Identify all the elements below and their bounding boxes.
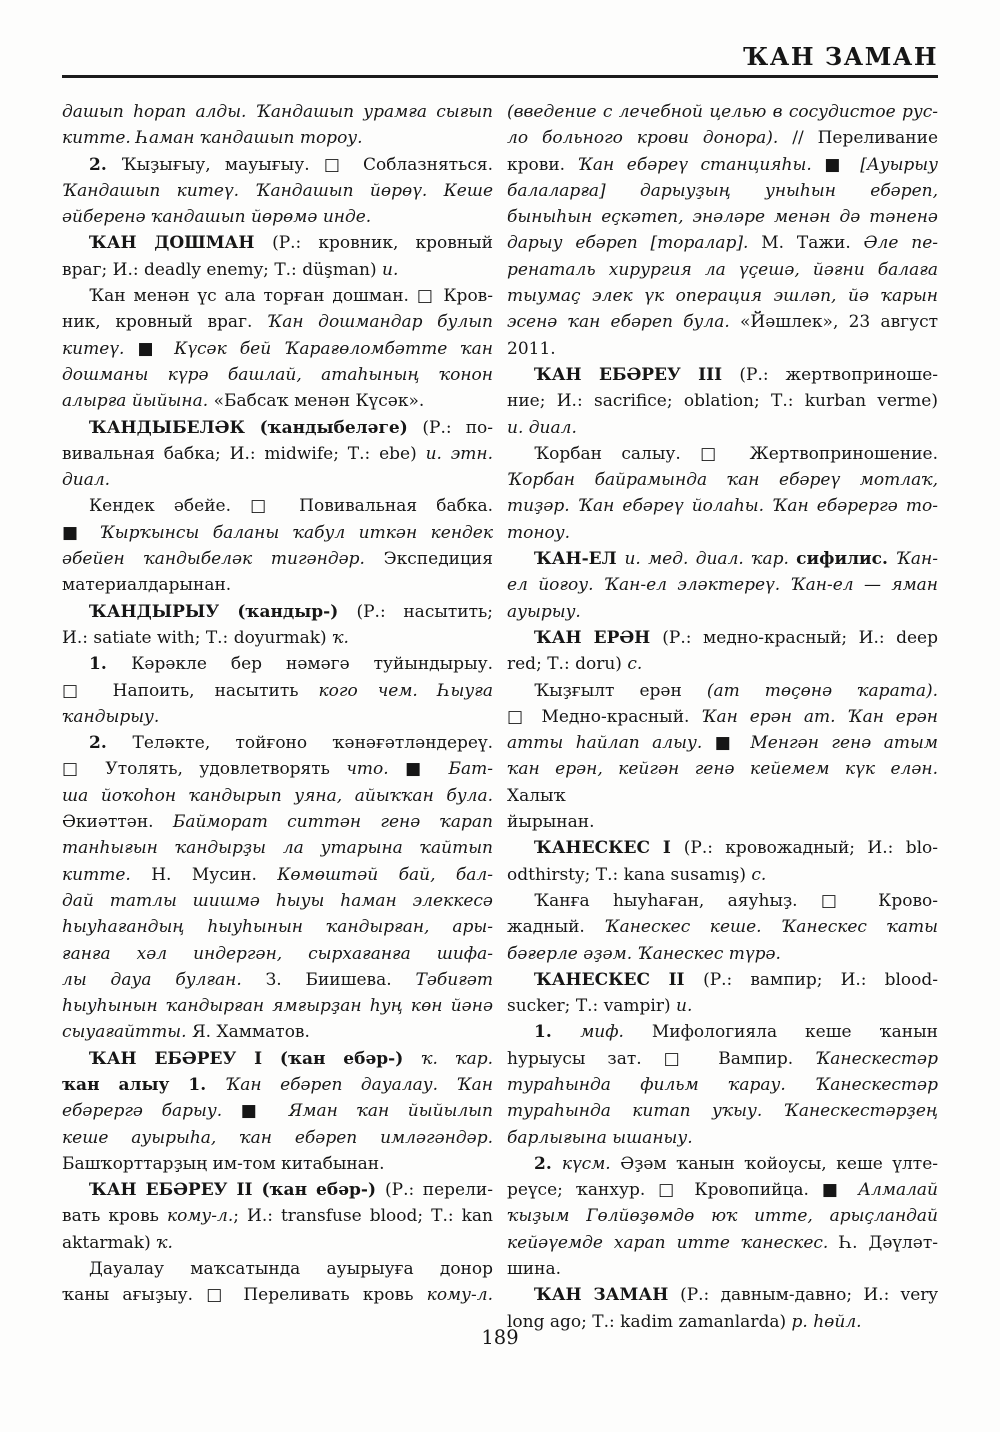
text-line <box>507 1046 938 1072</box>
text-run: □ Утолять, удовлетворять <box>62 759 347 780</box>
text-line <box>507 967 938 993</box>
text-run: □ Напоить, насытить <box>62 680 319 701</box>
text-line <box>62 914 493 940</box>
text-run: ҠАН-ЕЛ <box>534 549 625 570</box>
text-run: «Бабсаҡ менән Күсәк». <box>213 391 425 412</box>
text-run: Ҡыҙығыу, мауығыу. □ Соблазняться. <box>121 154 493 175</box>
text-line <box>62 467 493 493</box>
text-run: ҠАНЕСКЕС II <box>534 969 704 990</box>
text-line <box>62 756 493 782</box>
text-line <box>62 1098 493 1124</box>
text-run: ҠАНДЫБЕЛӘК (ҡандыбеләге) <box>89 417 423 438</box>
text-run: □ Медно-красный. <box>507 706 702 727</box>
text-line <box>62 441 493 467</box>
text-line <box>62 888 493 914</box>
text-line <box>507 599 938 625</box>
text-run: Ҡан ерән ат. Ҡан ерән <box>701 706 938 727</box>
text-line <box>62 599 493 625</box>
text-line <box>62 415 493 441</box>
column-right <box>507 99 938 1335</box>
text-run: тыумаҫ элек үк операция эшләп, йә ҡарын <box>507 286 938 307</box>
text-run: (Р.: по- <box>422 417 494 438</box>
text-run: Ҡан ебәреү станцияһы. <box>577 154 825 175</box>
text-line <box>62 1177 493 1203</box>
text-run: ҡ. ҡар. <box>421 1048 493 1069</box>
text-line <box>62 493 493 519</box>
text-run: дай татлы шишмә һыуы һаман элеккесә <box>62 890 493 911</box>
text-run: ебәрергә барыу. <box>62 1101 241 1122</box>
text-run: (Р.: перели- <box>385 1180 493 1201</box>
text-line <box>507 415 938 441</box>
text-run: sucker; Т.: vampir) <box>507 996 677 1017</box>
text-run: Бат- <box>448 759 493 780</box>
text-line <box>62 204 493 230</box>
text-run: барлығына ышаныу. <box>507 1127 693 1148</box>
text-line <box>507 283 938 309</box>
text-run: ауырыу. <box>507 601 581 622</box>
text-line <box>507 441 938 467</box>
text-line <box>62 1125 493 1151</box>
text-run: З. Биишева. <box>265 969 416 990</box>
text-run: тиҙәр. Ҡан ебәреү йолаһы. Ҡан ебәрергә то- <box>507 496 938 517</box>
column-left <box>62 99 493 1335</box>
text-line <box>507 993 938 1019</box>
text-run: (ат төҫөнә ҡарата). <box>706 680 938 701</box>
text-run: ■ <box>405 759 449 780</box>
text-run: ло больного крови донора). <box>507 128 793 149</box>
text-run: тураһында китап уҡыу. Ҡанескестәрҙең <box>507 1101 938 1122</box>
text-line <box>62 730 493 756</box>
text-run: ник, кровный враг. <box>62 312 268 333</box>
text-line <box>62 1256 493 1282</box>
text-run: // Переливание <box>792 128 938 149</box>
text-run: и. диал. <box>507 417 577 438</box>
text-line <box>62 1019 493 1045</box>
text-run: И.: satiate with; Т.: doyurmak) <box>62 627 333 648</box>
text-line <box>507 520 938 546</box>
text-run: Дауалау маҡсатында ауырыуға донор <box>89 1259 493 1280</box>
text-run: ҡаны ағыҙыу. □ Переливать кровь <box>62 1285 427 1306</box>
text-run: Ҡан дошмандар булып <box>267 312 494 333</box>
text-run: ренаталь хирургия ла үҫешә, йәғни балаға <box>507 259 938 280</box>
text-line <box>62 809 493 835</box>
text-run: Ҡанескестәр <box>815 1048 938 1069</box>
text-run: һыуһынын ҡандырған ямғырҙан һуң көн йәнә <box>62 996 493 1017</box>
text-run: Ҡан- <box>895 549 938 570</box>
text-run: (введение с лечебной целью в сосудистое рус- <box>507 102 938 122</box>
text-line <box>62 1203 493 1229</box>
text-run: материалдарынан. <box>62 575 232 596</box>
text-run: диал. <box>62 470 111 491</box>
text-line <box>507 1125 938 1151</box>
text-line <box>62 546 493 572</box>
text-run: (Р.: кровожадный; И.: blo- <box>683 838 938 859</box>
text-run: жадный. <box>507 917 605 938</box>
text-run: (Р.: давным-давно; И.: very <box>680 1285 939 1306</box>
text-line <box>62 1072 493 1098</box>
text-run: ҡан ерән, кейгән генә кейемем күк елән. <box>507 759 938 780</box>
text-line <box>62 993 493 1019</box>
text-run: с. <box>627 654 643 675</box>
text-run: ҠАН ЕРӘН <box>534 627 663 648</box>
text-run: ҠАН ЕБӘРЕУ I (ҡан ебәр-) <box>89 1048 422 1069</box>
text-run: ҠАН ЗАМАН <box>534 1285 681 1306</box>
text-run: Әкиәттән. <box>62 812 173 833</box>
text-run: Әле пе- <box>863 233 938 254</box>
text-run: Ҡандашып китеү. Ҡандашып йөрөү. Кеше <box>62 180 493 201</box>
text-run: и. этн. <box>425 443 493 464</box>
text-line <box>62 967 493 993</box>
text-run: вать кровь <box>62 1206 167 1227</box>
text-line <box>62 178 493 204</box>
text-run: Я. Хамматов. <box>191 1022 310 1043</box>
text-line <box>62 152 493 178</box>
text-run: кому-л. <box>426 1285 493 1306</box>
text-line <box>507 888 938 914</box>
text-line <box>62 1151 493 1177</box>
text-run: дашып һорап алды. Ҡандашып урамға сығып <box>62 102 493 122</box>
text-run: Яман ҡан йыйылып <box>288 1101 493 1122</box>
text-run: шина. <box>507 1259 562 1280</box>
text-run: Ҡанескес кеше. Ҡанескес ҡаты <box>604 917 938 938</box>
text-run: с. <box>751 864 767 885</box>
text-run: М. Тажи. <box>761 233 864 254</box>
text-line <box>507 914 938 940</box>
text-line <box>62 625 493 651</box>
text-run: Алмалай <box>858 1180 939 1201</box>
text-run: long ago; Т.: kadim zamanlarda) <box>507 1311 792 1332</box>
text-line <box>507 1282 938 1308</box>
text-line <box>62 678 493 704</box>
text-line <box>507 809 938 835</box>
text-line <box>62 572 493 598</box>
text-run: дошманы күрә башлай, атаһының ҡонон <box>62 364 493 385</box>
text-run: ғанға хәл индергән, сырхағанға шифа- <box>62 943 493 964</box>
text-line <box>507 230 938 256</box>
text-run: Башҡорттарҙың им-том китабынан. <box>62 1153 385 1174</box>
text-line <box>62 941 493 967</box>
text-run: Көмөштәй бай, бал- <box>277 864 493 885</box>
text-run: һурыусы зат. □ Вампир. <box>507 1048 816 1069</box>
text-run: алырға йыйына. <box>62 391 214 412</box>
text-line <box>62 1046 493 1072</box>
text-line <box>507 625 938 651</box>
text-run: 1. <box>534 1022 581 1043</box>
text-run: aktarmak) <box>62 1232 157 1253</box>
text-run: Ҡыҙғылт ерән <box>534 680 707 701</box>
text-line <box>507 388 938 414</box>
text-line <box>507 1072 938 1098</box>
text-run: әйберенә ҡандашып йөрөмә инде. <box>62 207 372 228</box>
text-line <box>62 704 493 730</box>
text-run: ҠАН ЕБӘРЕУ II (ҡан ебәр-) <box>89 1180 386 1201</box>
text-run: ■ <box>821 1180 859 1201</box>
text-line <box>62 388 493 414</box>
text-line <box>62 230 493 256</box>
text-run: и. мед. диал. ҡар. <box>624 549 797 570</box>
text-line <box>507 730 938 756</box>
text-line <box>507 1203 938 1229</box>
text-line <box>62 99 493 125</box>
text-run: и. <box>382 259 399 280</box>
text-run: ■ <box>714 733 751 754</box>
text-run: 2011. <box>507 338 556 359</box>
text-run: ние; И.: sacrifice; oblation; Т.: kurban verme) <box>507 391 938 412</box>
text-line <box>62 309 493 335</box>
text-run: враг; И.: deadly enemy; Т.: düşman) <box>62 259 382 280</box>
text-line <box>62 283 493 309</box>
text-run: 2. <box>89 154 122 175</box>
text-run: Ҡанға һыуһаған, аяуһыҙ. □ Крово- <box>534 890 938 911</box>
text-run: кому-л. <box>166 1206 234 1227</box>
text-run: Һ. Дәүләт- <box>839 1232 938 1253</box>
page-number: 189 <box>481 1326 519 1349</box>
text-line <box>507 1230 938 1256</box>
text-run: кейәүемде харап итте ҡанескес. <box>507 1232 840 1253</box>
text-line <box>507 125 938 151</box>
text-line <box>507 178 938 204</box>
text-line <box>507 204 938 230</box>
text-line <box>507 362 938 388</box>
text-run: танһығын ҡандырҙы ла утарына ҡайтып <box>62 838 493 859</box>
text-run: Мифологияла кеше ҡанын <box>651 1022 938 1043</box>
text-run: кого чем. Һыуға <box>318 680 493 701</box>
text-run: ҠАНЕСКЕС I <box>534 838 684 859</box>
text-run: бәғерле әҙәм. Ҡанескес түрә. <box>507 943 781 964</box>
text-run: Ҡырҡынсы баланы ҡабул иткән кендек <box>99 522 493 543</box>
text-run: 2. <box>89 733 133 754</box>
text-run: Кәрәкле бер нәмәгә туйындырыу. <box>131 654 494 675</box>
text-run: (Р.: вампир; И.: blood- <box>703 969 938 990</box>
text-line <box>507 309 938 335</box>
text-run: (Р.: медно-красный; И.: deep <box>662 627 938 648</box>
text-line <box>507 152 938 178</box>
text-run: Ҡан менән үс ала торған дошман. □ Кров- <box>89 286 493 307</box>
text-run: ҠАН ДОШМАН <box>89 233 273 254</box>
text-line <box>507 546 938 572</box>
text-run: и. <box>676 996 693 1017</box>
text-line <box>62 1230 493 1256</box>
text-line <box>62 520 493 546</box>
text-line <box>507 862 938 888</box>
text-run: «Йәшлек», 23 август <box>739 312 938 333</box>
text-run: ҡан алыу 1. <box>62 1074 226 1095</box>
text-line <box>62 362 493 388</box>
text-run: Экспедиция <box>383 549 493 570</box>
text-line <box>62 336 493 362</box>
text-run: odthirsty; Т.: kana susamış) <box>507 864 752 885</box>
text-line <box>62 1282 493 1308</box>
text-run: (Р.: жертвоприноше- <box>739 364 938 385</box>
text-run: китте. <box>62 864 152 885</box>
text-run: вивальная бабка; И.: midwife; Т.: ebe) <box>62 443 426 464</box>
text-run: балаларға] дарыуҙың уныһын ебәреп, <box>507 180 938 201</box>
text-run: китте. Һаман ҡандашып тороу. <box>62 128 363 149</box>
text-run: ел йоғоу. Ҡан-ел эләктереү. Ҡан-ел — яман <box>507 575 938 596</box>
text-run: ҡандырыу. <box>62 706 160 727</box>
text-line <box>62 862 493 888</box>
text-run: эсенә ҡан ебәреп була. <box>507 312 740 333</box>
text-run: сифилис. <box>796 549 896 570</box>
text-run: Н. Мусин. <box>151 864 278 885</box>
text-run: ҡ. <box>156 1232 173 1253</box>
text-run: китеү. <box>62 338 138 359</box>
text-line <box>507 1256 938 1282</box>
text-run: атты һайлап алыу. <box>507 733 715 754</box>
text-run: Күсәк бей Ҡарағөломбәтте ҡан <box>174 338 494 359</box>
text-line <box>507 336 938 362</box>
text-columns <box>62 99 938 1335</box>
text-run: ҠАНДЫРЫУ (ҡандыр-) <box>89 601 357 622</box>
text-run: Теләкте, тойғоно ҡәнәғәтләндереү. <box>132 733 493 754</box>
text-run: Тәбиғәт <box>415 969 493 990</box>
header-rule <box>62 75 938 78</box>
text-run: ҡыҙым Гөлйөҙөмдө юҡ итте, арыҫландай <box>507 1206 938 1227</box>
text-run: кеше ауырыһа, ҡан ебәреп имләгәндәр. <box>62 1127 493 1148</box>
text-line <box>62 125 493 151</box>
text-run: Халыҡ <box>507 785 566 806</box>
text-run: әбейен ҡандыбеләк тигәндәр. <box>62 549 384 570</box>
text-run: лы дауа булған. <box>62 969 266 990</box>
text-line <box>62 257 493 283</box>
text-run: Әҙәм ҡанын ҡойоусы, кеше үлте- <box>620 1153 939 1174</box>
text-run: ■ <box>824 154 861 175</box>
text-line <box>62 835 493 861</box>
text-run: (Р.: насытить; <box>356 601 493 622</box>
text-run: Байморат ситтән генә ҡарап <box>172 812 494 833</box>
text-run: red; Т.: doru) <box>507 654 628 675</box>
text-run: йырынан. <box>507 812 595 833</box>
text-line <box>507 467 938 493</box>
text-run: 1. <box>89 654 132 675</box>
text-line <box>507 257 938 283</box>
text-run: ■ <box>137 338 175 359</box>
text-run: что. <box>346 759 406 780</box>
text-run: 2. <box>534 1153 562 1174</box>
text-line <box>507 651 938 677</box>
text-run: ; И.: transfuse blood; Т.: kan <box>233 1206 493 1227</box>
text-run: [Ауырыу <box>860 154 939 175</box>
text-line <box>62 651 493 677</box>
text-line <box>507 756 938 809</box>
text-line <box>507 1177 938 1203</box>
running-head: ҠАН ЗАМАН <box>743 42 938 71</box>
text-line <box>507 99 938 125</box>
text-run: Ҡорбан байрамында ҡан ебәреү мотлаҡ, <box>507 470 938 491</box>
text-run: Кендек әбейе. □ Повивальная бабка. <box>89 496 493 517</box>
text-run: Ҡорбан салыу. □ Жертвоприношение. <box>534 443 938 464</box>
text-run: дарыу ебәреп [торалар]. <box>507 233 762 254</box>
text-line <box>507 493 938 519</box>
text-run: крови. <box>507 154 578 175</box>
text-run: р. һөйл. <box>791 1311 862 1332</box>
text-line <box>507 1098 938 1124</box>
text-line <box>507 1151 938 1177</box>
text-run: Ҡан ебәреп дауалау. Ҡан <box>225 1074 493 1095</box>
text-run: тоноу. <box>507 522 571 543</box>
text-run: тураһында фильм ҡарау. Ҡанескестәр <box>507 1074 938 1095</box>
text-line <box>507 941 938 967</box>
text-run: һыуһағандың һыуһынын ҡандырған, ары- <box>62 917 493 938</box>
text-run: ■ <box>240 1101 289 1122</box>
text-run: ша йоҡоһон ҡандырып уяна, айыҡҡан була. <box>62 785 493 806</box>
text-run: Менгән генә атым <box>750 733 938 754</box>
text-line <box>507 704 938 730</box>
text-run: күсм. <box>561 1153 621 1174</box>
text-line <box>507 572 938 598</box>
text-line <box>507 835 938 861</box>
text-run: реүсе; ҡанхур. □ Кровопийца. <box>507 1180 822 1201</box>
text-line <box>507 1019 938 1045</box>
text-run: (Р.: кровник, кровный <box>272 233 493 254</box>
text-run: ■ <box>62 522 100 543</box>
text-run: быныһын еҫкәтеп, энәләре менән дә тәненә <box>507 207 938 228</box>
text-run: ҠАН ЕБӘРЕУ III <box>534 364 740 385</box>
text-run: сыуағайтты. <box>62 1022 192 1043</box>
text-run: миф. <box>580 1022 652 1043</box>
text-line <box>62 783 493 809</box>
text-line <box>507 678 938 704</box>
text-run: ҡ. <box>332 627 349 648</box>
